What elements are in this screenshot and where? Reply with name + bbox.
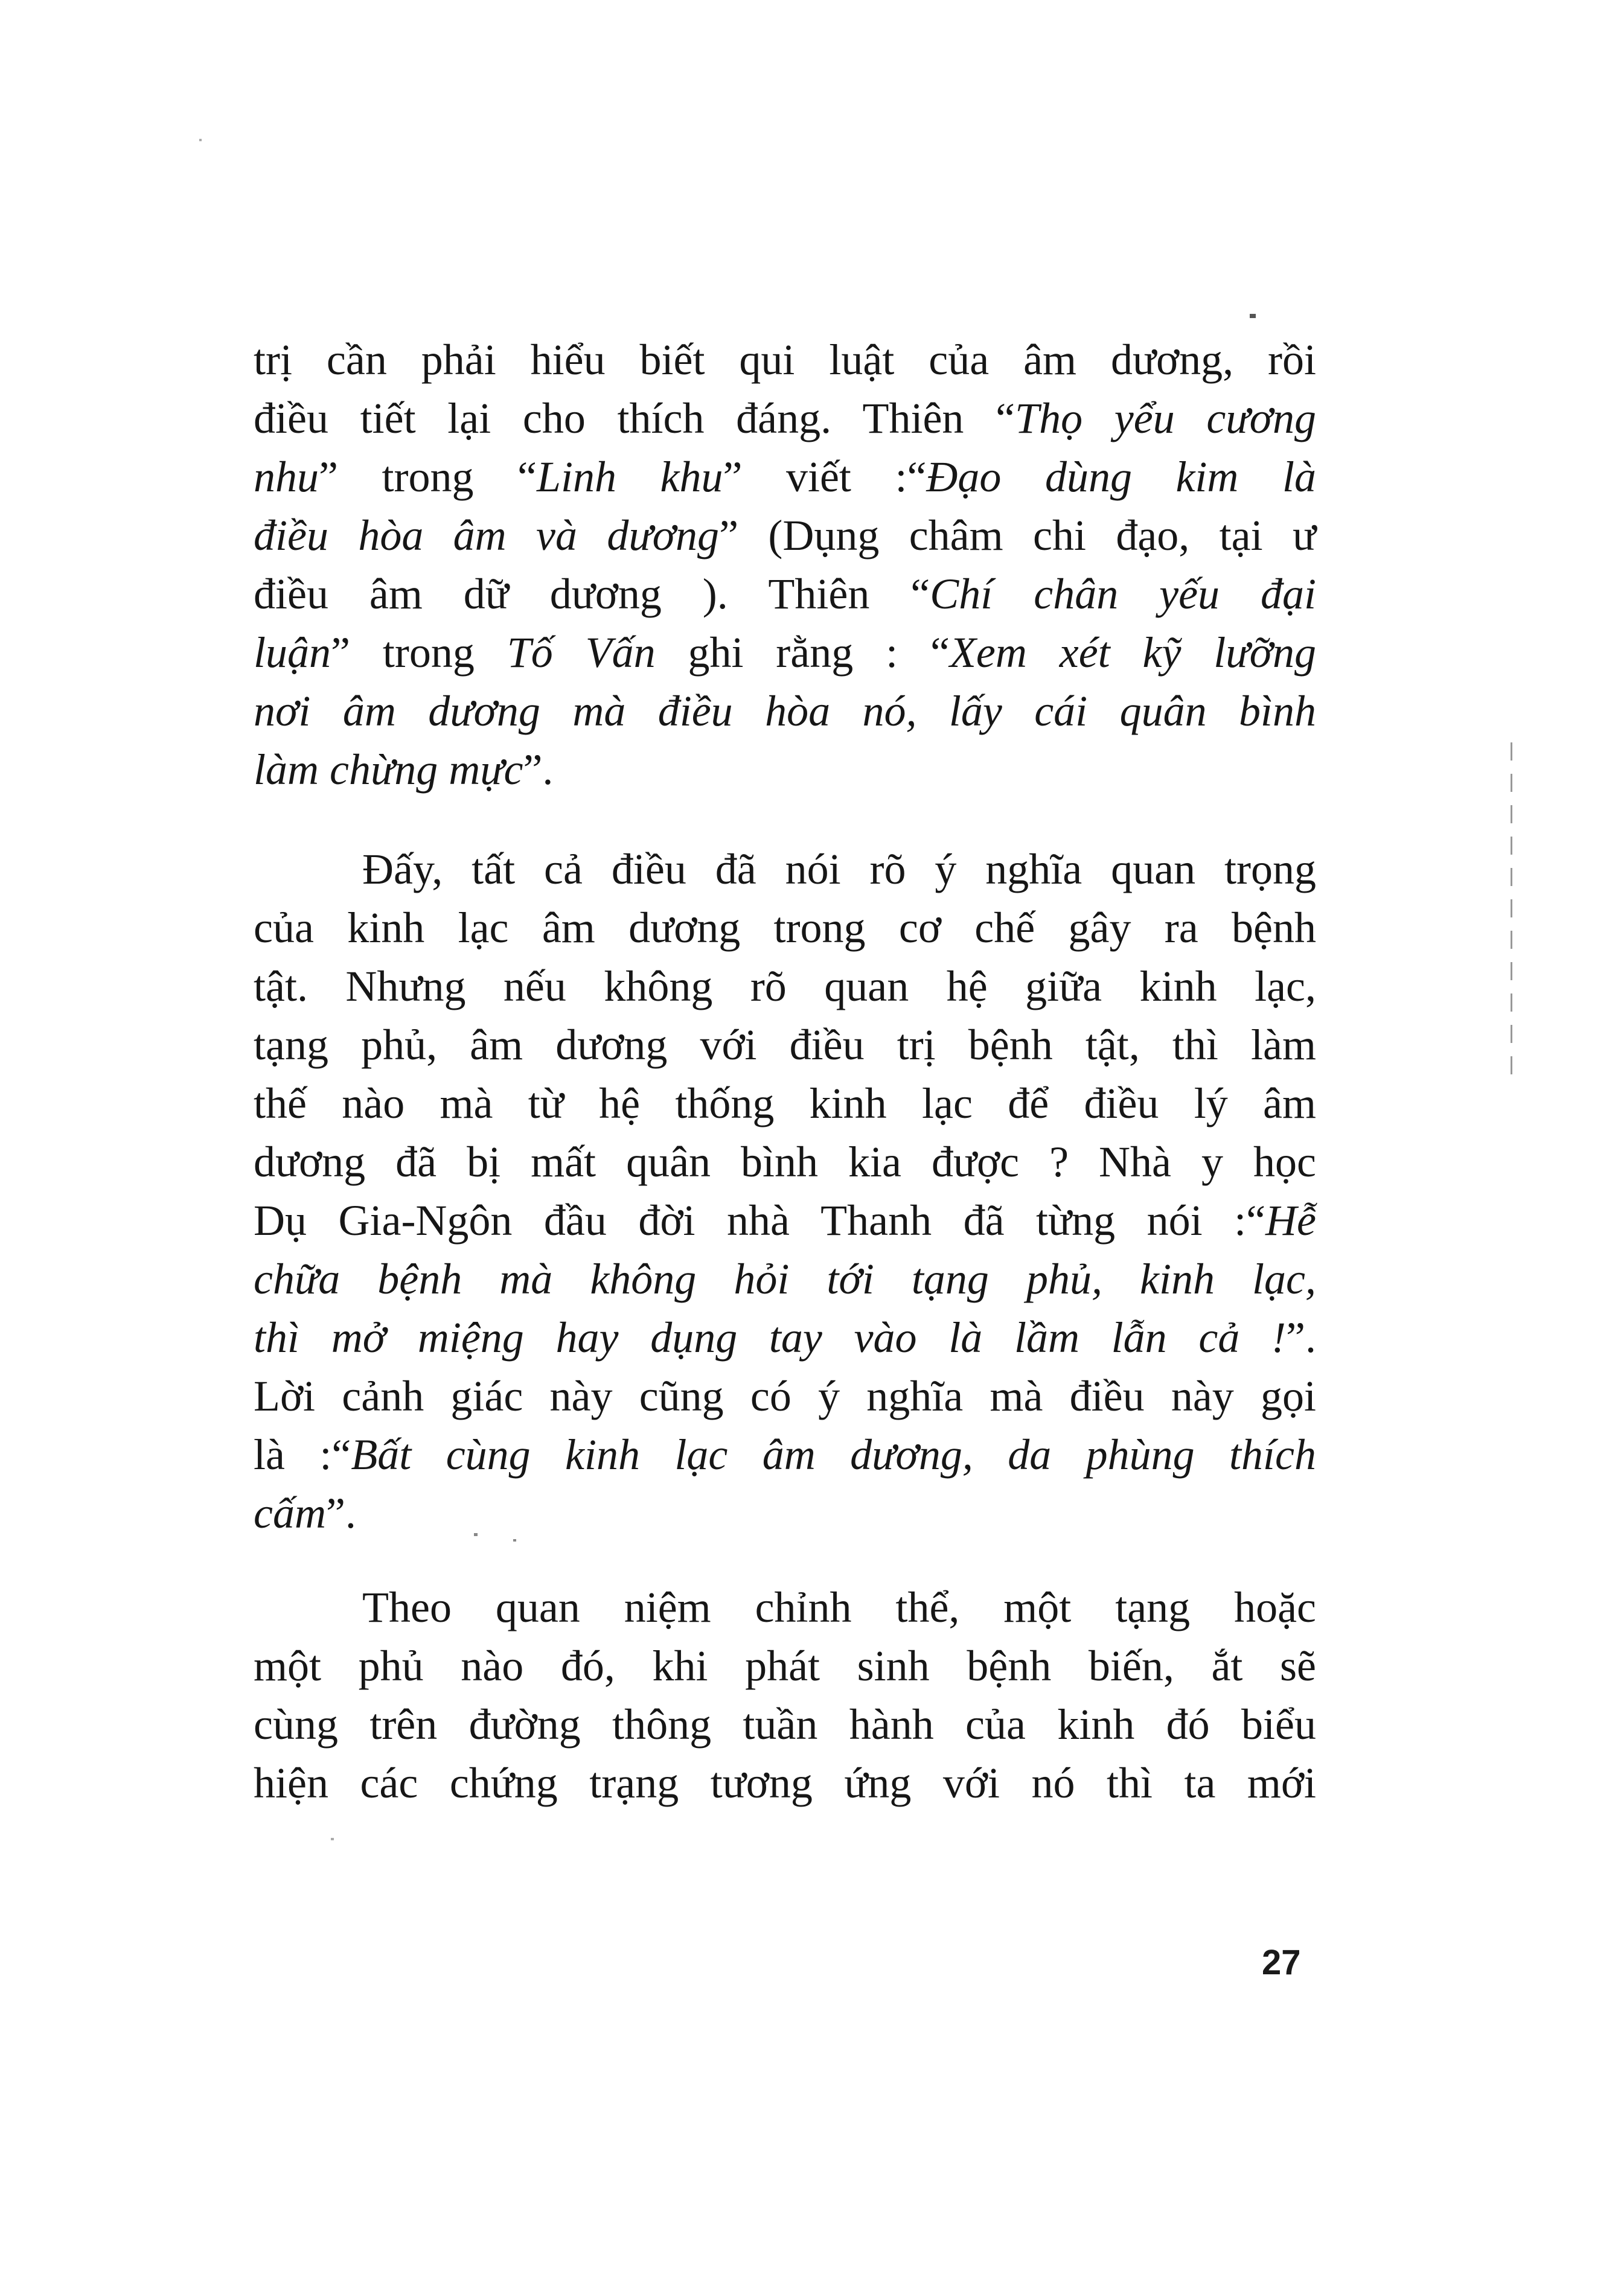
scan-margin-mark [1511,742,1512,1080]
text-line: làm chừng mực”. [254,745,554,794]
text-line: dương đã bị mất quân bình kia được ? Nhà y học [254,1138,1316,1186]
text-line: Theo quan niệm chỉnh thể, một tạng hoặc [362,1583,1316,1631]
text-line: điều âm dữ dương ). Thiên “Chí chân yếu đại [254,570,1316,618]
text-line: thì mở miệng hay dụng tay vào là lầm lẫn cả !”. [254,1313,1316,1362]
text-line: của kinh lạc âm dương trong cơ chế gây ra bệnh [254,904,1316,952]
paragraph-3 [254,1578,1316,1813]
paragraph-2 [254,840,1316,1543]
text-line: điều tiết lại cho thích đáng. Thiên “Thọ yểu cương [254,394,1317,442]
text-line: trị cần phải hiểu biết qui luật của âm dương, rồi [254,336,1316,384]
scan-speck [331,1838,334,1840]
text-line: Dụ Gia-Ngôn đầu đời nhà Thanh đã từng nói :“Hễ [254,1196,1316,1245]
text-line: điều hòa âm và dương” (Dụng châm chi đạo, tại ư [254,511,1316,560]
paragraph-1 [254,331,1316,799]
scan-speck [199,139,202,141]
text-line: cấm”. [254,1489,356,1537]
scan-speck [1250,314,1256,318]
page-number: 27 [1262,1943,1301,1982]
text-line: luận” trong Tố Vấn ghi rằng : “Xem xét kỹ lưỡng [254,628,1316,677]
text-line: tật. Nhưng nếu không rõ quan hệ giữa kinh lạc, [254,962,1316,1010]
text-line: là :“Bất cùng kinh lạc âm dương, da phùng thích [254,1430,1317,1479]
text-line: nơi âm dương mà điều hòa nó, lấy cái quân bình [254,687,1316,735]
text-line: Lời cảnh giác này cũng có ý nghĩa mà điều này gọi [254,1372,1316,1420]
text-line: hiện các chứng trạng tương ứng với nó thì ta mới [254,1759,1316,1807]
text-line: một phủ nào đó, khi phát sinh bệnh biến, ắt sẽ [254,1642,1316,1690]
text-line: thế nào mà từ hệ thống kinh lạc để điều lý âm [254,1079,1316,1127]
text-line: chữa bệnh mà không hỏi tới tạng phủ, kinh lạc, [254,1255,1316,1303]
text-line: Đấy, tất cả điều đã nói rõ ý nghĩa quan trọng [362,845,1316,893]
text-line: nhu” trong “Linh khu” viết :“Đạo dùng kim là [254,453,1316,501]
scan-speck [513,1539,516,1542]
text-line: cùng trên đường thông tuần hành của kinh đó biểu [254,1700,1316,1749]
text-line: tạng phủ, âm dương với điều trị bệnh tật, thì làm [254,1021,1316,1069]
scan-speck [474,1533,478,1536]
